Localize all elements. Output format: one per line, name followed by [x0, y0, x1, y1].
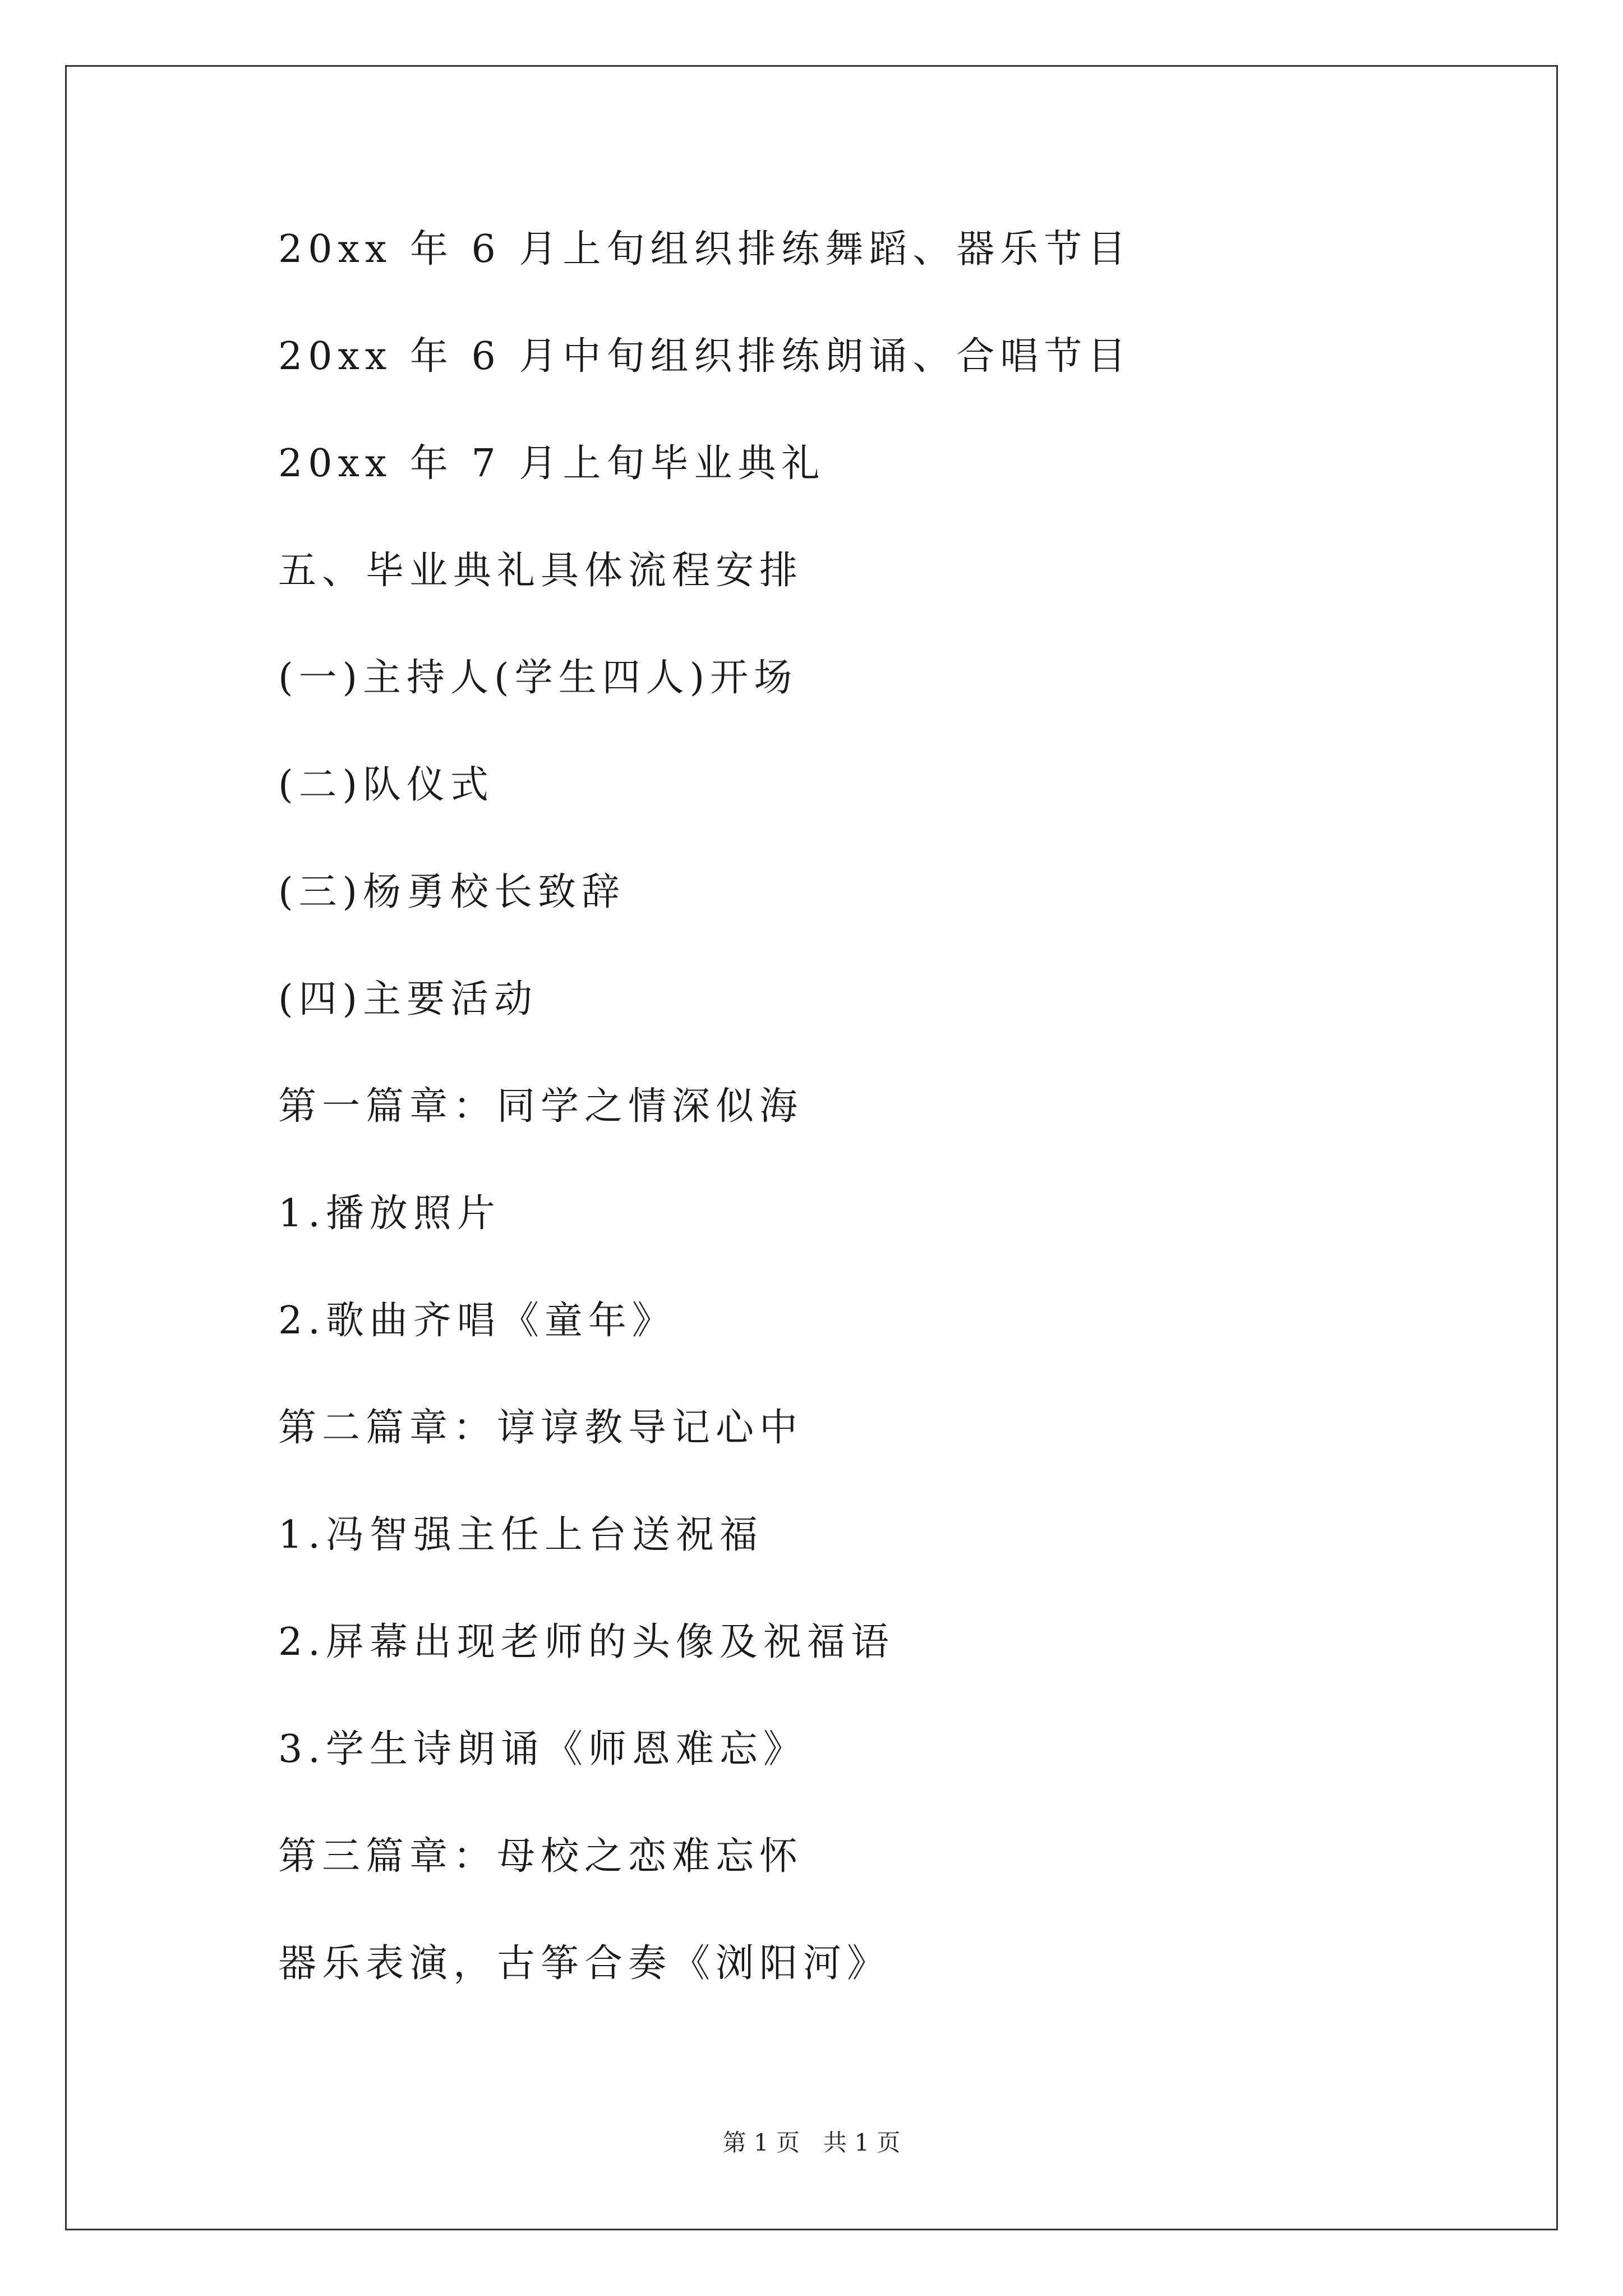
schedule-line-recitation: 20xx 年 6 月中旬组织排练朗诵、合唱节目 [278, 334, 1132, 379]
schedule-line-ceremony: 20xx 年 7 月上旬毕业典礼 [278, 441, 826, 486]
flow-item-1: (一)主持人(学生四人)开场 [278, 656, 798, 700]
chapter-1-item-1: 1.播放照片 [278, 1191, 501, 1236]
section-heading: 五、毕业典礼具体流程安排 [278, 549, 804, 593]
page-border [65, 65, 1558, 2230]
chapter-3-item-1: 器乐表演，古筝合奏《浏阳河》 [278, 1941, 891, 1986]
flow-item-3: (三)杨勇校长致辞 [278, 870, 626, 914]
chapter-3-heading: 第三篇章：母校之恋难忘怀 [278, 1834, 804, 1879]
flow-item-2: (二)队仪式 [278, 763, 495, 807]
chapter-1-item-2: 2.歌曲齐唱《童年》 [278, 1299, 676, 1343]
chapter-2-item-3: 3.学生诗朗诵《师恩难忘》 [278, 1727, 807, 1772]
flow-item-4: (四)主要活动 [278, 977, 538, 1022]
schedule-line-dance: 20xx 年 6 月上旬组织排练舞蹈、器乐节目 [278, 227, 1132, 272]
chapter-1-heading: 第一篇章：同学之情深似海 [278, 1084, 804, 1129]
chapter-2-item-1: 1.冯智强主任上台送祝福 [278, 1513, 763, 1557]
page-number-footer: 第 1 页 共 1 页 [722, 2129, 901, 2156]
chapter-2-heading: 第二篇章：谆谆教导记心中 [278, 1406, 804, 1450]
chapter-2-item-2: 2.屏幕出现老师的头像及祝福语 [278, 1620, 895, 1664]
